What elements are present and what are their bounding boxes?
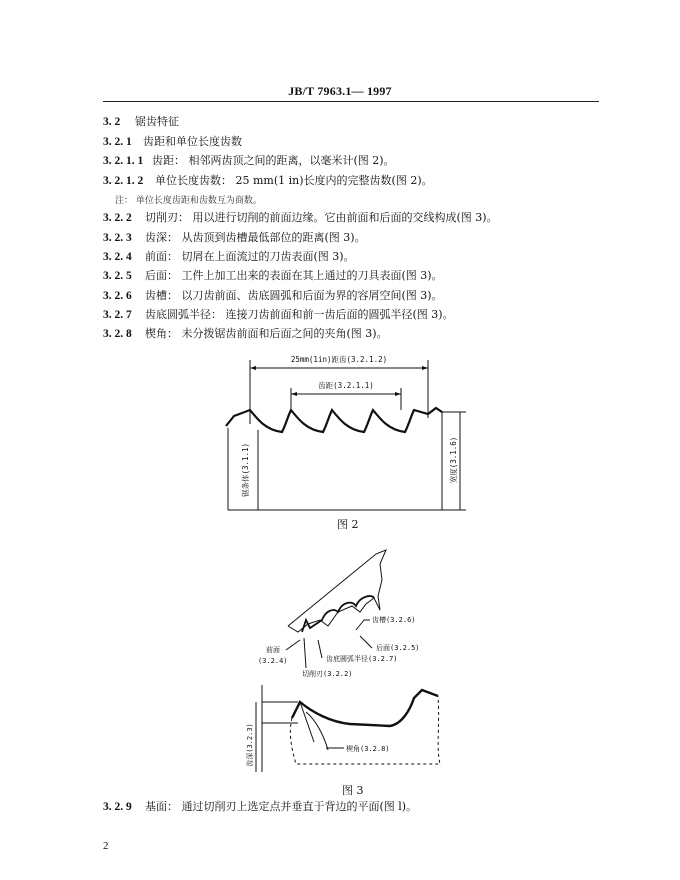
section-number: 3. 2. 1 xyxy=(103,136,132,148)
section-text: 齿距： 相邻两齿顶之间的距离，以毫米计(图 2)。 xyxy=(152,154,395,167)
label-blade-body: 锯条体(3.1.1) xyxy=(241,442,250,498)
label-gullet: 齿槽(3.2.6) xyxy=(372,616,416,624)
leader-back xyxy=(360,636,372,648)
label-wedge-angle: 楔角(3.2.8) xyxy=(346,745,390,753)
section-text: 楔角： 未分拨锯齿前面和后面之间的夹角(图 3)。 xyxy=(145,327,388,340)
label-cutting-edge: 切削刃(3.2.2) xyxy=(302,670,353,678)
header-rule xyxy=(103,101,599,102)
section-3-2-3 xyxy=(103,231,366,245)
label-rake-face-num: (3.2.4) xyxy=(258,657,288,665)
arrow-head xyxy=(422,366,428,370)
figure-2-caption: 图 2 xyxy=(337,518,359,531)
section-number: 3. 2. 5 xyxy=(103,270,132,282)
section-3-2-8 xyxy=(103,327,388,341)
section-number: 3. 2. 3 xyxy=(103,232,132,244)
label-root-radius: 齿底圆弧半径(3.2.7) xyxy=(326,655,398,663)
figure-2 xyxy=(210,348,480,518)
blade-top-outline xyxy=(288,550,386,626)
section-text: 齿槽： 以刀齿前面、齿底圆弧和后面为界的容屑空间(图 3)。 xyxy=(145,289,443,302)
section-3-2-2 xyxy=(103,211,498,225)
section-number: 3. 2. 6 xyxy=(103,290,132,302)
small-teeth-profile xyxy=(302,596,374,632)
section-3-2-1-1 xyxy=(103,154,395,168)
section-text: 齿深： 从齿顶到齿槽最低部位的距离(图 3)。 xyxy=(145,231,366,244)
label-pitch: 齿距(3.2.1.1) xyxy=(318,381,374,390)
section-text: 单位长度齿数： 25 mm(1 in)长度内的完整齿数(图 2)。 xyxy=(155,174,433,187)
section-number: 3. 2. 9 xyxy=(103,801,132,813)
section-text: 前面： 切屑在上面流过的刀齿表面(图 3)。 xyxy=(145,250,355,263)
section-text: 后面： 工件上加工出来的表面在其上通过的刀具表面(图 3)。 xyxy=(145,269,443,282)
section-3-2-5 xyxy=(103,269,443,283)
arrow-head xyxy=(395,392,401,396)
label-back-face: 后面(3.2.5) xyxy=(376,644,420,652)
label-tooth-depth: 齿深(3.2.3) xyxy=(246,723,254,767)
page-number: 2 xyxy=(103,840,109,852)
section-3-2-6 xyxy=(103,289,443,303)
section-text: 齿底圆弧半径： 连接刀齿前面和前一齿后面的圆弧半径(图 3)。 xyxy=(145,308,454,321)
section-text: 齿距和单位长度齿数 xyxy=(143,135,242,148)
leader-face xyxy=(286,640,300,650)
section-number: 3. 2. 2 xyxy=(103,212,132,224)
section-number: 3. 2. 1. 2 xyxy=(103,175,144,187)
leader-radius xyxy=(318,640,322,658)
page-header: JB/T 7963.1— 1997 xyxy=(288,84,392,98)
saw-teeth-profile xyxy=(226,408,442,432)
section-number: 3. 2. 1. 1 xyxy=(103,155,144,167)
leader-gullet xyxy=(356,620,364,630)
section-number: 3. 2 xyxy=(103,116,121,128)
arrow-head xyxy=(250,366,256,370)
blade-section-dashed xyxy=(290,696,440,764)
figure-3-caption: 图 3 xyxy=(342,784,364,797)
label-width: 宽度(3.1.6) xyxy=(449,436,458,484)
leader-edge xyxy=(304,638,306,668)
section-3-2-7 xyxy=(103,308,454,322)
section-3-2 xyxy=(103,115,179,129)
arrow-head xyxy=(291,392,297,396)
section-text: 锯齿特征 xyxy=(135,115,179,128)
section-text: 切削刃： 用以进行切削的前面边缘。它由前面和后面的交线构成(图 3)。 xyxy=(145,211,498,224)
section-number: 3. 2. 7 xyxy=(103,309,132,321)
section-3-2-1-2 xyxy=(103,174,433,188)
section-number: 3. 2. 4 xyxy=(103,251,132,263)
figure-3 xyxy=(240,540,470,780)
section-text: 基面： 通过切削刃上选定点并垂直于背边的平面(图 l)。 xyxy=(145,800,418,813)
label-25mm-teeth: 25mm(1in)距齿(3.2.1.2) xyxy=(290,355,388,364)
section-3-2-9 xyxy=(103,800,417,814)
note: 注： 单位长度齿距和齿数互为商数。 xyxy=(115,196,262,206)
label-rake-face: 前面 xyxy=(266,646,280,654)
section-number: 3. 2. 8 xyxy=(103,328,132,340)
section-3-2-4 xyxy=(103,250,355,264)
section-3-2-1 xyxy=(103,135,242,149)
